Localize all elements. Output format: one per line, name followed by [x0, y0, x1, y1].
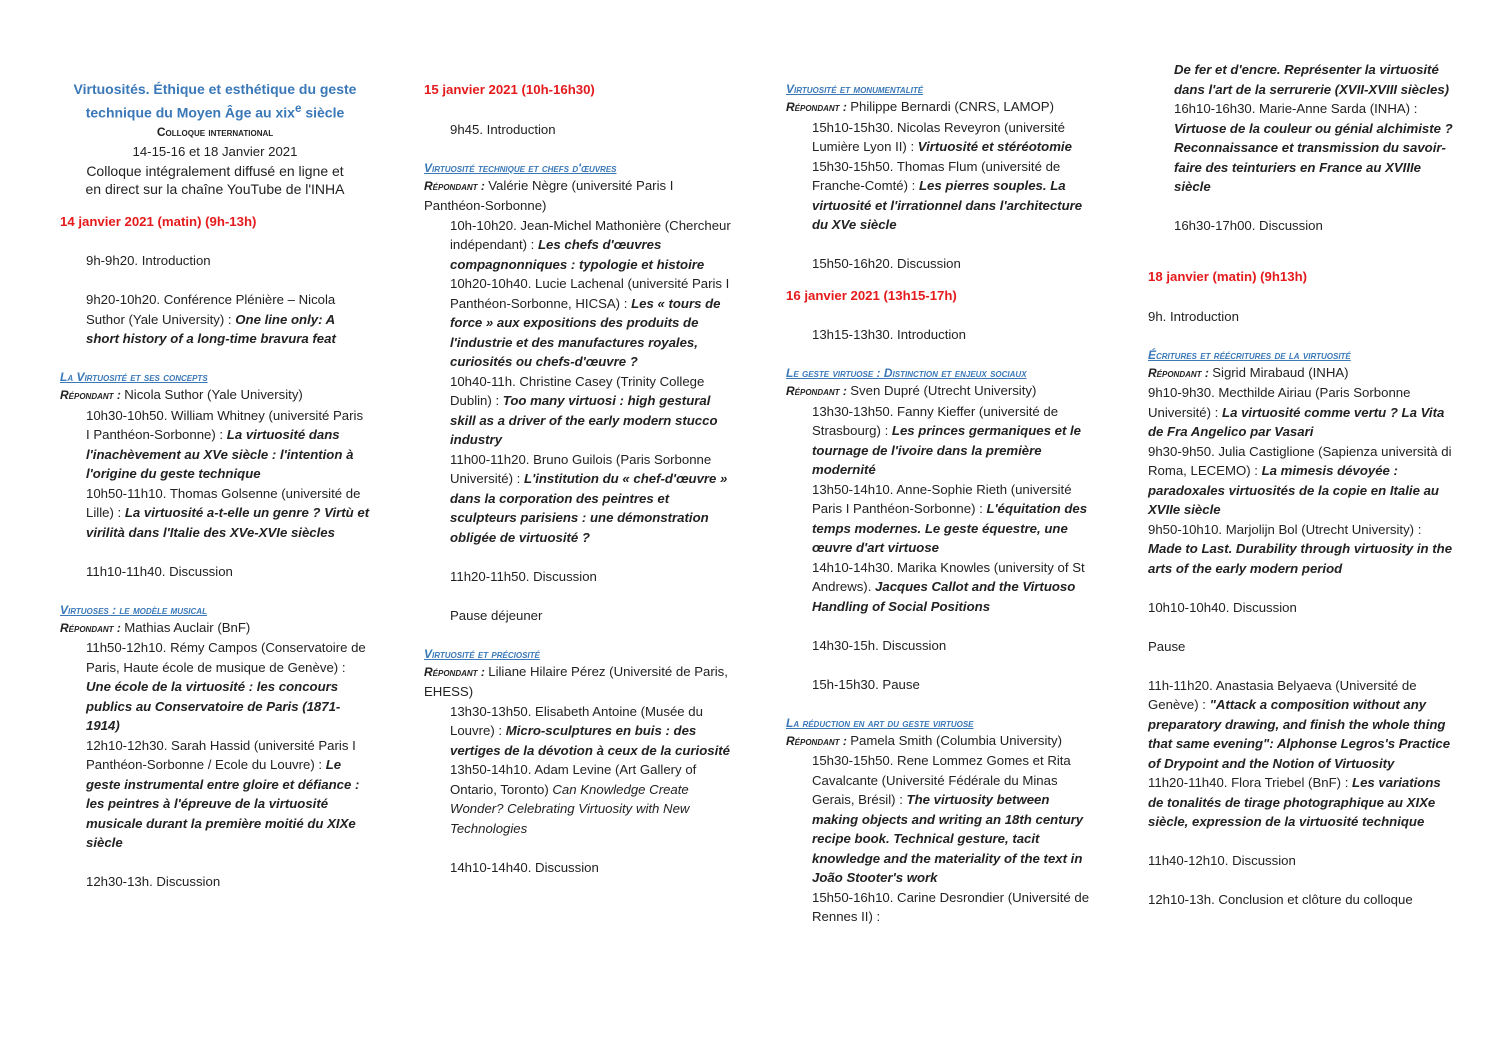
- respondent: Répondant : Sigrid Mirabaud (INHA): [1148, 364, 1349, 380]
- discussion: 11h20-11h50. Discussion: [450, 568, 597, 584]
- discussion: 14h10-14h40. Discussion: [450, 859, 599, 875]
- talk: 12h10-12h30. Sarah Hassid (université Paris I Panthéon-Sorbonne / Ecole du Louvre) : Le geste instrumental entre gloire et défiance : les peintres à l'épreuve de la virtuosité musicale durant la première moitié du XIXe siècle: [86, 737, 360, 851]
- pause: 15h-15h30. Pause: [812, 676, 920, 692]
- talk: 14h10-14h30. Marika Knowles (university of St Andrews). Jacques Callot and the Virtuoso Handling of Social Positions: [812, 559, 1085, 614]
- lunch-break: Pause déjeuner: [450, 607, 543, 623]
- day-date: 14 janvier 2021 (matin) (9h-13h): [60, 213, 257, 229]
- talk: 13h30-13h50. Fanny Kieffer (université de Strasbourg) : Les princes germaniques et le tournage de l'ivoire dans la première modernité: [812, 403, 1082, 477]
- discussion: 11h40-12h10. Discussion: [1148, 853, 1296, 868]
- broadcast-line-2: en direct sur la chaîne YouTube de l'INHA: [85, 180, 345, 197]
- column-2: [424, 80, 734, 877]
- section-title: Écritures et réécritures de la virtuosité: [1148, 347, 1351, 362]
- talk: 11h50-12h10. Rémy Campos (Conservatoire de Paris, Haute école de musique de Genève) : Une école de la virtuosité : les concours publics au Conservatoire de Paris (1871-1914): [86, 640, 366, 734]
- talk: 9h30-9h50. Julia Castiglione (Sapienza università di Roma, LECEMO) : La mimesis dévoyée : paradoxales virtuosités de la copie en Italie au XVIIe siècle: [1148, 443, 1452, 517]
- respondent: Répondant : Philippe Bernardi (CNRS, LAMOP): [786, 99, 1054, 114]
- title-end: siècle: [305, 104, 345, 121]
- respondent: Répondant : Valérie Nègre (université Paris I Panthéon-Sorbonne): [424, 177, 674, 213]
- day-date: 18 janvier (matin) (9h13h): [1148, 269, 1308, 284]
- talk: 11h00-11h20. Bruno Guilois (Paris Sorbonne Université) : L'institution du « chef-d'œuvre » dans la corporation des peintres et sculpteurs parisiens : une démonstration obligée de virtuosité ?: [450, 451, 728, 545]
- section-title: Le geste virtuose : Distinction et enjeux sociaux: [786, 366, 1027, 380]
- program-item: 9h20-10h20. Conférence Plénière – Nicola Suthor (Yale University) : One line only: A short history of a long-time bravura feat: [86, 292, 336, 347]
- talk: 15h30-15h50. Thomas Flum (université de Franche-Comté) : Les pierres souples. La virtuosité et l'irrationnel dans l'architecture du XVe siècle: [812, 158, 1083, 232]
- title-sup: e: [294, 102, 302, 115]
- program-item: 9h45. Introduction: [450, 121, 556, 137]
- talk-title-continued: De fer et d'encre. Représenter la virtuosité dans l'art de la serrurerie (XVII-XVIII siècles): [1174, 62, 1450, 97]
- pause: Pause: [1148, 638, 1186, 654]
- talk: 13h30-13h50. Elisabeth Antoine (Musée du Louvre) : Micro-sculptures en buis : des vertiges de la dévotion à ceux de la curiosité: [450, 703, 730, 758]
- respondent: Répondant : Sven Dupré (Utrecht University): [786, 383, 1037, 398]
- talk: 15h10-15h30. Nicolas Reveyron (université Lumière Lyon II) : Virtuosité et stéréotomie: [812, 119, 1072, 154]
- title-text: Virtuosités. Éthique et esthétique du geste technique du Moyen Âge au xix: [73, 81, 357, 121]
- section-title: Virtuosité et monumentalité: [786, 82, 924, 96]
- talk: 10h-10h20. Jean-Michel Mathonière (Chercheur indépendant) : Les chefs d'œuvres compagnonniques : typologie et histoire: [450, 217, 731, 272]
- closing: 12h10-13h. Conclusion et clôture du colloque: [1148, 892, 1413, 907]
- discussion: 15h50-16h20. Discussion: [812, 256, 961, 271]
- section-title: La réduction en art du geste virtuose: [786, 715, 974, 730]
- discussion: 14h30-15h. Discussion: [812, 637, 947, 653]
- colloquium-subtitle: Colloque international: [156, 124, 274, 139]
- talk: 10h30-10h50. William Whitney (université Paris I Panthéon-Sorbonne) : La virtuosité dans l'inachèvement au XVe siècle : l'intention à l'origine du geste technique: [86, 407, 364, 482]
- talk: 9h10-9h30. Mecthilde Airiau (Paris Sorbonne Université) : La virtuosité comme vertu ? La Vita de Fra Angelico par Vasari: [1148, 385, 1445, 439]
- discussion: 12h30-13h. Discussion: [86, 874, 221, 890]
- program-item: 9h-9h20. Introduction: [86, 253, 211, 269]
- respondent: Répondant : Mathias Auclair (BnF): [60, 619, 251, 635]
- talk: 16h10-16h30. Marie-Anne Sarda (INHA) : Virtuose de la couleur ou génial alchimiste ? Reconnaissance et transmission du savoir-faire des teinturiers en France au XVIIIe siècle: [1174, 101, 1453, 194]
- talk: 11h20-11h40. Flora Triebel (BnF) : Les variations de tonalités de tirage photographique au XIXe siècle, expression de la virtuosité technique: [1148, 775, 1441, 829]
- discussion: 11h10-11h40. Discussion: [86, 563, 233, 579]
- discussion: 16h30-17h00. Discussion: [1174, 218, 1323, 233]
- talk: 10h50-11h10. Thomas Golsenne (université de Lille) : La virtuosité a-t-elle un genre ? Virtù et virilità dans l'Italie des XVe-XVIe siècles: [86, 485, 370, 540]
- section-title: La Virtuosité et ses concepts: [60, 370, 208, 385]
- respondent: Répondant : Liliane Hilaire Pérez (Université de Paris, EHESS): [424, 663, 728, 699]
- discussion: 10h10-10h40. Discussion: [1148, 599, 1297, 615]
- section-title: Virtuosité technique et chefs d'œuvres: [424, 160, 617, 175]
- column-4: [1148, 60, 1458, 910]
- section-title: Virtuosité et préciosité: [424, 646, 540, 661]
- section-title: Virtuoses : le modèle musical: [60, 602, 207, 617]
- colloquium-dates: 14-15-16 et 18 Janvier 2021: [132, 144, 298, 160]
- respondent: Répondant : Pamela Smith (Columbia University): [786, 732, 1063, 748]
- talk: 13h50-14h10. Anne-Sophie Rieth (université Paris I Panthéon-Sorbonne) : L'équitation des temps modernes. Le geste équestre, une œuvre d'art virtuose: [812, 481, 1088, 555]
- talk: 11h-11h20. Anastasia Belyaeva (Université de Genève) : "Attack a composition without any preparatory drawing, and finish the whole thing that same evening": Alphonse Legros's Practice of Drypoint and the Notion of Virtuosity: [1148, 677, 1451, 771]
- day-date: 15 janvier 2021 (10h-16h30): [424, 82, 595, 97]
- program-item: 9h. Introduction: [1148, 308, 1239, 324]
- broadcast-line-1: Colloque intégralement diffusé en ligne et: [86, 162, 344, 179]
- talk: 9h50-10h10. Marjolijn Bol (Utrecht University) : Made to Last. Durability through virtuosity in the arts of the early modern period: [1148, 521, 1453, 576]
- day-date: 16 janvier 2021 (13h15-17h): [786, 287, 957, 303]
- talk: 10h40-11h. Christine Casey (Trinity College Dublin) : Too many virtuosi : high gestural skill as a driver of the early modern stucco industry: [450, 373, 718, 447]
- talk: 15h30-15h50. Rene Lommez Gomes et Rita Cavalcante (Université Fédérale du Minas Gerais, Brésil) : The virtuosity between making objects and writing an 18th century recipe book. Technical gesture, tacit knowledge and the materiality of the text in João Stooter's work: [812, 753, 1084, 885]
- talk: 15h50-16h10. Carine Desrondier (Université de Rennes II) :: [812, 889, 1090, 924]
- column-3: [786, 80, 1096, 927]
- talk: 13h50-14h10. Adam Levine (Art Gallery of Ontario, Toronto) Can Knowledge Create Wonder? Celebrating Virtuosity with New Technologies: [450, 762, 697, 836]
- column-1: [60, 80, 370, 892]
- talk: 10h20-10h40. Lucie Lachenal (université Paris I Panthéon-Sorbonne, HICSA) : Les « tours de force » aux expositions des produits de l'industrie et des manufactures royales, curiosités ou chefs-d'œuvre ?: [450, 276, 730, 369]
- program-item: 13h15-13h30. Introduction: [812, 327, 966, 342]
- colloquium-title: [60, 80, 370, 123]
- respondent: Répondant : Nicola Suthor (Yale University): [60, 387, 303, 403]
